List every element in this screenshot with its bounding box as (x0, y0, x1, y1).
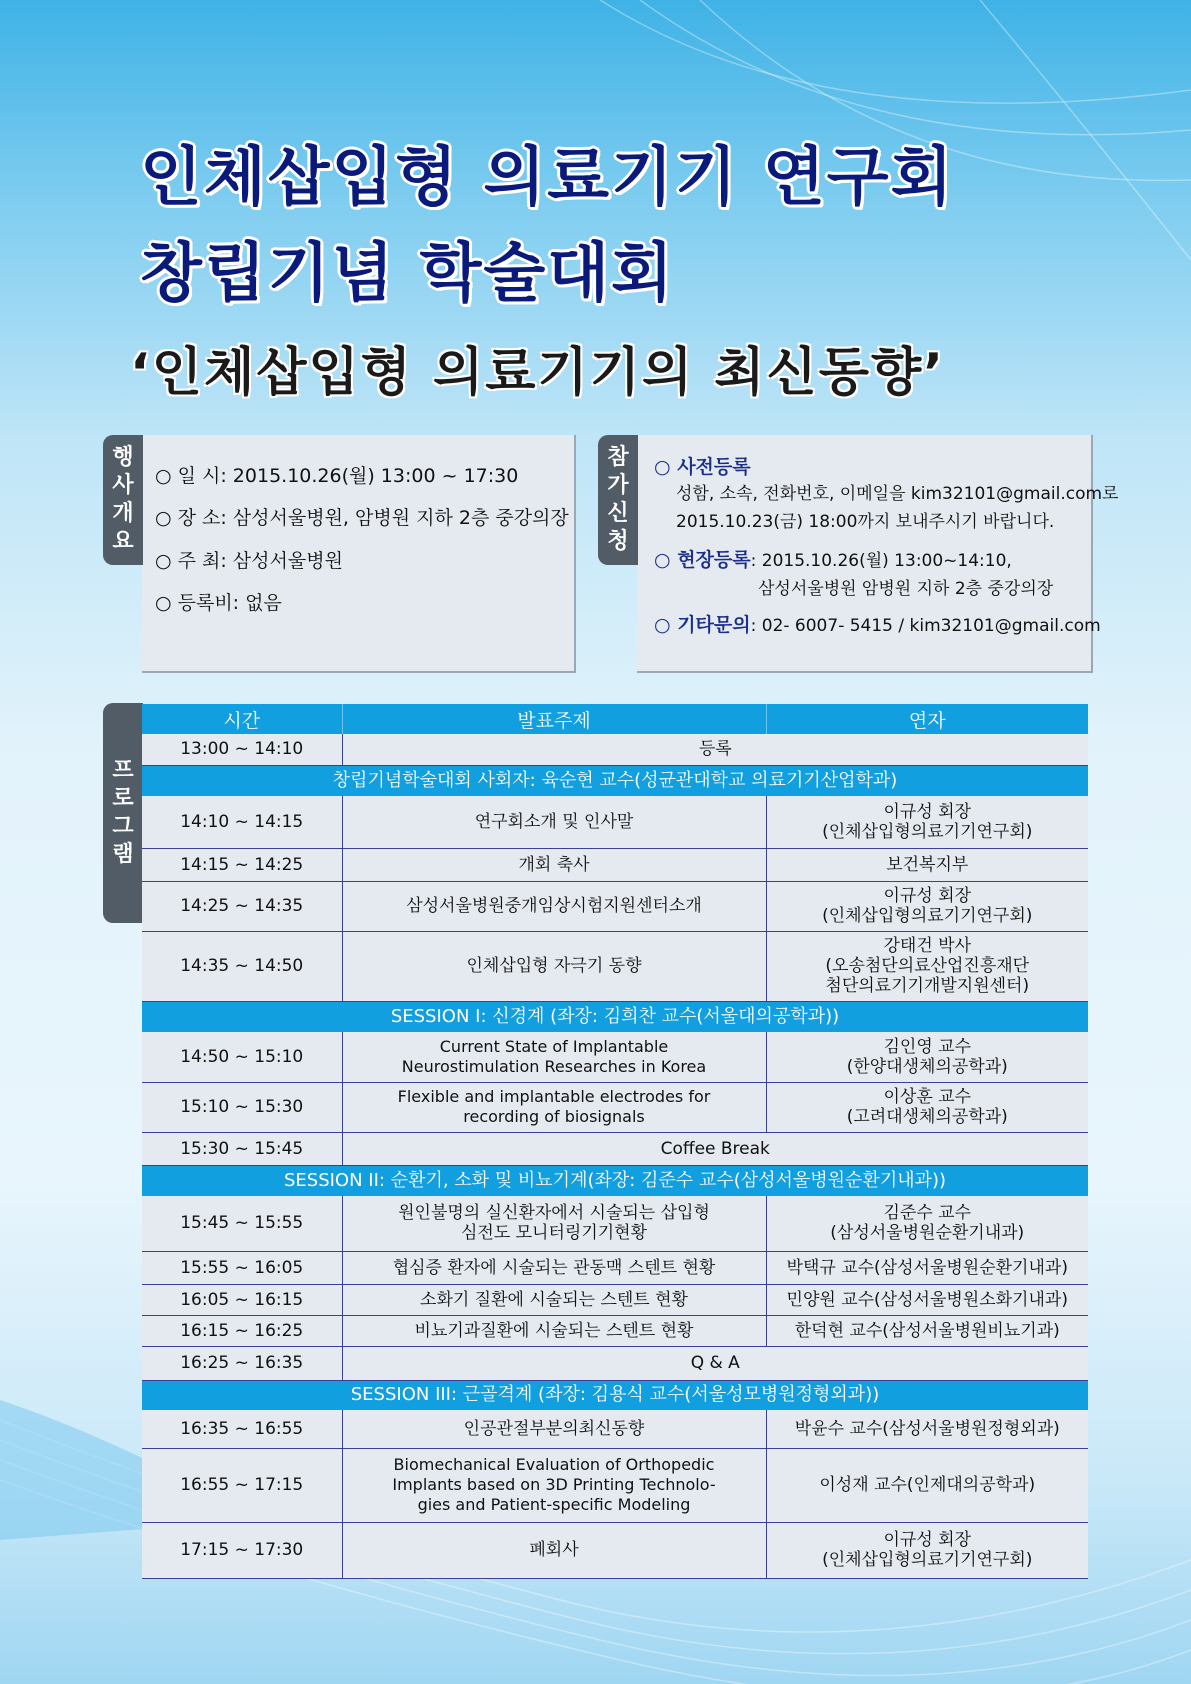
program-row (142, 734, 1088, 765)
event-fee: ○ 등록비: 없음 (155, 592, 282, 614)
row-topic (342, 1032, 766, 1082)
speaker-line: 김준수 교수 (883, 1203, 971, 1224)
speaker-line: 이규성 회장 (883, 1530, 971, 1550)
row-time: 14:35 ~ 14:50 (142, 931, 342, 1001)
program-row (142, 881, 1088, 931)
contact-heading: ○ 기타문의 (654, 614, 751, 636)
session-title: 창립기념학술대회 사회자: 육순현 교수(성균관대학교 의료기기산업학과) (142, 765, 1088, 796)
session-row (142, 765, 1088, 796)
topic-line: gies and Patient-specific Modeling (417, 1495, 691, 1514)
row-time: 16:15 ~ 16:25 (142, 1315, 342, 1346)
event-date: ○ 일 시: 2015.10.26(월) 13:00 ~ 17:30 (155, 465, 519, 487)
row-time: 15:55 ~ 16:05 (142, 1251, 342, 1284)
tab-char: 사 (112, 473, 134, 498)
row-time: 15:45 ~ 15:55 (142, 1196, 342, 1251)
row-speaker (766, 1032, 1088, 1082)
contact (654, 610, 1101, 637)
program-row (142, 848, 1088, 881)
speaker-line: 이규성 회장 (883, 886, 971, 906)
session-title: SESSION III: 근골격계 (좌장: 김용식 교수(서울성모병원정형외과)) (142, 1380, 1088, 1410)
registration-tab (598, 435, 638, 565)
pre-registration-heading: ○ 사전등록 (654, 456, 751, 478)
session-title: SESSION I: 신경계 (좌장: 김희찬 교수(서울대의공학과)) (142, 1001, 1088, 1032)
program-row (142, 796, 1088, 848)
row-speaker (766, 1196, 1088, 1251)
row-topic: Q & A (342, 1346, 1088, 1380)
tab-char: 프 (112, 758, 134, 783)
topic-line: recording of biosignals (463, 1107, 645, 1126)
program-row (142, 1082, 1088, 1132)
speaker-line: (인체삽입형의료기기연구회) (822, 1550, 1033, 1570)
row-topic (342, 1082, 766, 1132)
speaker-line: (삼성서울병원순환기내과) (830, 1223, 1025, 1244)
row-speaker (766, 931, 1088, 1001)
row-time: 16:25 ~ 16:35 (142, 1346, 342, 1380)
session-row (142, 1001, 1088, 1032)
onsite-registration-line-2: 삼성서울병원 암병원 지하 2층 중강의장 (758, 579, 1054, 599)
row-topic: 협심증 환자에 시술되는 관동맥 스텐트 현황 (342, 1251, 766, 1284)
row-time: 13:00 ~ 14:10 (142, 734, 342, 765)
speaker-line: (고려대생체의공학과) (846, 1107, 1008, 1127)
program-row (142, 1448, 1088, 1522)
program-row (142, 931, 1088, 1001)
program-row (142, 1032, 1088, 1082)
program-row (142, 1284, 1088, 1315)
row-speaker (766, 881, 1088, 931)
row-topic: 소화기 질환에 시술되는 스텐트 현황 (342, 1284, 766, 1315)
session-title: SESSION II: 순환기, 소화 및 비뇨기계(좌장: 김준수 교수(삼성서울병원순환기내과)) (142, 1165, 1088, 1196)
tab-char: 그 (112, 814, 134, 839)
row-topic: 개회 축사 (342, 848, 766, 881)
header-time: 시간 (142, 704, 342, 734)
tab-char: 로 (112, 786, 134, 811)
topic-line: 심전도 모니터링기기현황 (460, 1223, 648, 1244)
row-speaker (766, 1522, 1088, 1578)
program-tab (103, 703, 143, 923)
title-line-2: 창립기념 학술대회 (140, 237, 675, 311)
speaker-line: 강태건 박사 (883, 936, 971, 956)
row-topic: 인공관절부분의최신동향 (342, 1410, 766, 1448)
tab-char: 참 (607, 445, 629, 470)
topic-line: 원인불명의 실신환자에서 시술되는 삽입형 (398, 1203, 710, 1224)
pre-registration-line-1: 성함, 소속, 전화번호, 이메일을 kim32101@gmail.com로 (676, 484, 1119, 504)
row-time: 14:50 ~ 15:10 (142, 1032, 342, 1082)
program-row (142, 1522, 1088, 1578)
onsite-registration-heading: ○ 현장등록 (654, 549, 751, 571)
speaker-line: (오송첨단의료산업진흥재단 (825, 956, 1030, 976)
topic-line: Flexible and implantable electrodes for (397, 1087, 711, 1106)
row-speaker (766, 1082, 1088, 1132)
row-topic: 연구회소개 및 인사말 (342, 796, 766, 848)
speaker-line: 김인영 교수 (883, 1036, 971, 1057)
program-header-row (142, 704, 1088, 734)
row-speaker: 박윤수 교수(삼성서울병원정형외과) (766, 1410, 1088, 1448)
onsite-registration-line-1: : 2015.10.26(월) 13:00~14:10, (750, 551, 1012, 571)
event-place: ○ 장 소: 삼성서울병원, 암병원 지하 2층 중강의장 (155, 507, 569, 529)
row-topic: 등록 (342, 734, 1088, 765)
session-row (142, 1380, 1088, 1410)
program-row (142, 1251, 1088, 1284)
row-topic: Coffee Break (342, 1132, 1088, 1165)
topic-line: Neurostimulation Researches in Korea (401, 1056, 707, 1076)
program-table (142, 704, 1088, 1579)
header-speaker: 연자 (766, 704, 1088, 734)
row-time: 14:15 ~ 14:25 (142, 848, 342, 881)
tab-char: 행 (112, 445, 134, 470)
row-topic (342, 1448, 766, 1522)
row-time: 15:30 ~ 15:45 (142, 1132, 342, 1165)
contact-text: : 02- 6007- 5415 / kim32101@gmail.com (750, 616, 1101, 636)
speaker-line: (한양대생체의공학과) (846, 1056, 1008, 1077)
row-time: 16:35 ~ 16:55 (142, 1410, 342, 1448)
topic-line: Implants based on 3D Printing Technolo- (392, 1475, 716, 1494)
title-line-1: 인체삽입형 의료기기 연구회 (140, 141, 955, 215)
row-time: 16:55 ~ 17:15 (142, 1448, 342, 1522)
event-host: ○ 주 최: 삼성서울병원 (155, 550, 343, 572)
program-row (142, 1196, 1088, 1251)
speaker-line: (인체삽입형의료기기연구회) (822, 821, 1033, 842)
speaker-line: 첨단의료기기개발지원센터) (825, 976, 1030, 996)
row-time: 15:10 ~ 15:30 (142, 1082, 342, 1132)
program-row (142, 1410, 1088, 1448)
row-topic: 폐회사 (342, 1522, 766, 1578)
speaker-line: (인체삽입형의료기기연구회) (822, 906, 1033, 926)
row-topic (342, 1196, 766, 1251)
row-speaker: 박택규 교수(삼성서울병원순환기내과) (766, 1251, 1088, 1284)
tab-char: 개 (112, 501, 134, 526)
row-topic: 비뇨기과질환에 시술되는 스텐트 현황 (342, 1315, 766, 1346)
topic-line: Biomechanical Evaluation of Orthopedic (393, 1455, 715, 1474)
row-speaker: 보건복지부 (766, 848, 1088, 881)
row-topic: 인체삽입형 자극기 동향 (342, 931, 766, 1001)
row-time: 14:25 ~ 14:35 (142, 881, 342, 931)
subtitle: ‘인체삽입형 의료기기의 최신동향’ (130, 343, 945, 403)
row-time: 17:15 ~ 17:30 (142, 1522, 342, 1578)
row-time: 16:05 ~ 16:15 (142, 1284, 342, 1315)
row-speaker (766, 796, 1088, 848)
program-row (142, 1132, 1088, 1165)
program-row (142, 1346, 1088, 1380)
tab-char: 램 (112, 842, 134, 867)
row-speaker: 민양원 교수(삼성서울병원소화기내과) (766, 1284, 1088, 1315)
tab-char: 신 (607, 501, 629, 526)
program-row (142, 1315, 1088, 1346)
pre-registration-line-2: 2015.10.23(금) 18:00까지 보내주시기 바랍니다. (676, 512, 1055, 532)
tab-char: 요 (112, 529, 134, 554)
topic-line: Current State of Implantable (439, 1036, 669, 1056)
row-topic: 삼성서울병원중개임상시험지원센터소개 (342, 881, 766, 931)
session-row (142, 1165, 1088, 1196)
onsite-registration (654, 545, 1012, 572)
row-time: 14:10 ~ 14:15 (142, 796, 342, 848)
speaker-line: 이상훈 교수 (883, 1087, 971, 1107)
event-overview-tab (103, 435, 143, 565)
speaker-line: 이규성 회장 (883, 801, 971, 822)
row-speaker: 한덕현 교수(삼성서울병원비뇨기과) (766, 1315, 1088, 1346)
tab-char: 청 (607, 529, 629, 554)
header-topic: 발표주제 (342, 704, 766, 734)
row-speaker: 이성재 교수(인제대의공학과) (766, 1448, 1088, 1522)
tab-char: 가 (607, 473, 629, 498)
